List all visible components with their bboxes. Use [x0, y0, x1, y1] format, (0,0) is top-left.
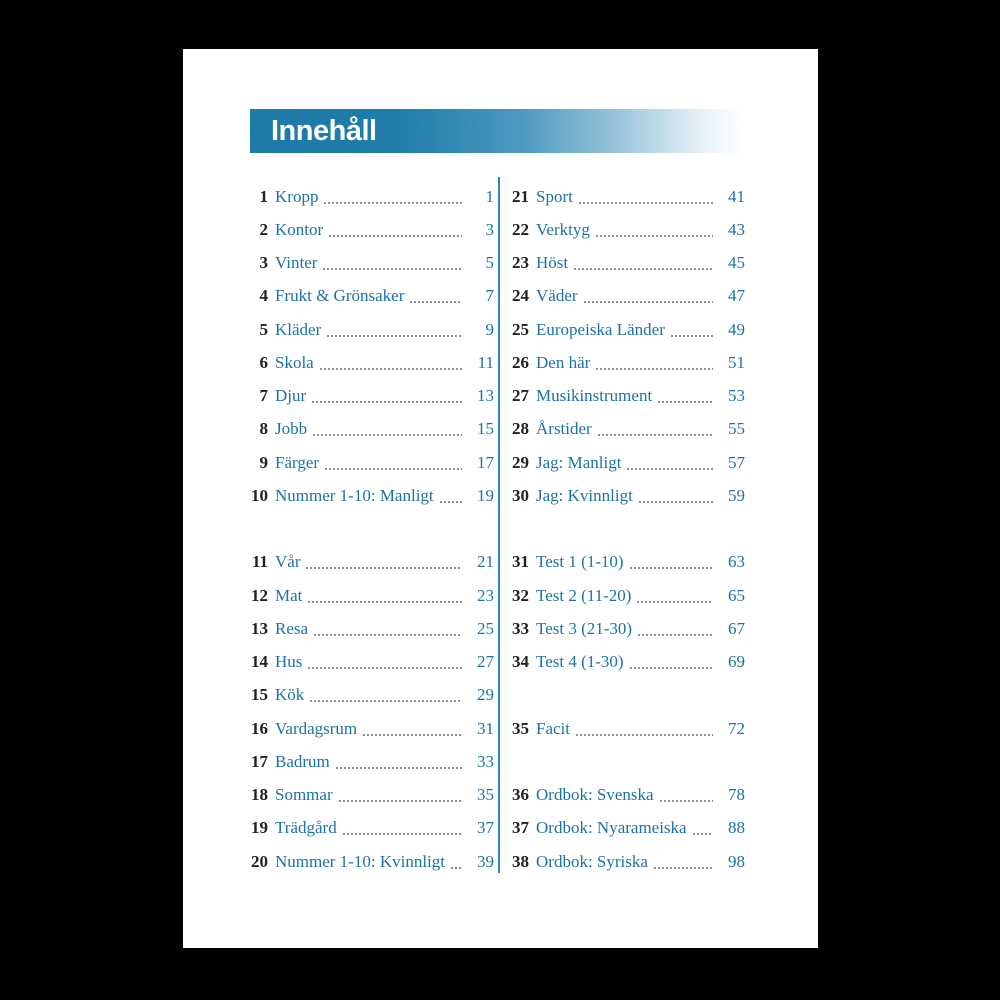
- leader-dots: [639, 501, 713, 503]
- page-number: 41: [728, 186, 745, 206]
- leader-dots: [323, 268, 462, 270]
- page-number: 43: [728, 219, 745, 239]
- toc-entry: [505, 546, 745, 579]
- leader-dots: [306, 567, 462, 569]
- page-number: 47: [728, 286, 745, 306]
- chapter-title: Ordbok: Svenska: [536, 785, 654, 805]
- chapter-title: Höst: [536, 253, 569, 273]
- toc-entry: [505, 413, 745, 446]
- section-header-bar: [250, 109, 745, 153]
- toc-entry: [505, 280, 745, 313]
- chapter-number: 6: [259, 352, 268, 372]
- chapter-number: 1: [259, 186, 268, 206]
- leader-dots: [671, 335, 713, 337]
- toc-entry: [505, 845, 745, 878]
- leader-dots: [363, 734, 462, 736]
- toc-spacer: [505, 745, 745, 778]
- chapter-title: Badrum: [275, 751, 330, 771]
- chapter-number: 30: [512, 485, 529, 505]
- chapter-title: Kläder: [275, 319, 322, 339]
- chapter-number: 31: [512, 552, 529, 572]
- chapter-title: Jag: Manligt: [536, 452, 622, 472]
- chapter-title: Den här: [536, 352, 591, 372]
- toc-entry: [242, 413, 494, 446]
- page-number: 49: [728, 319, 745, 339]
- chapter-title: Väder: [536, 286, 578, 306]
- chapter-title: Mat: [275, 585, 303, 605]
- leader-dots: [638, 634, 713, 636]
- toc-entry: [242, 712, 494, 745]
- chapter-number: 11: [251, 552, 268, 572]
- leader-dots: [343, 833, 462, 835]
- chapter-number: 29: [512, 452, 529, 472]
- toc-entry: [242, 612, 494, 645]
- chapter-title: Frukt & Grönsaker: [275, 286, 405, 306]
- chapter-title: Test 1 (1-10): [536, 552, 624, 572]
- leader-dots: [410, 301, 462, 303]
- chapter-number: 2: [259, 219, 268, 239]
- page-number: 3: [485, 219, 494, 239]
- chapter-number: 35: [512, 718, 529, 738]
- leader-dots: [660, 800, 713, 802]
- toc-entry: [505, 646, 745, 679]
- chapter-number: 26: [512, 352, 529, 372]
- page-number: 29: [477, 685, 494, 705]
- toc-entry: [242, 247, 494, 280]
- chapter-title: Jag: Kvinnligt: [536, 485, 633, 505]
- toc-entry: [242, 213, 494, 246]
- chapter-title: Test 3 (21-30): [536, 618, 633, 638]
- chapter-title: Verktyg: [536, 219, 590, 239]
- chapter-title: Test 4 (1-30): [536, 652, 624, 672]
- chapter-number: 4: [259, 286, 268, 306]
- leader-dots: [598, 434, 713, 436]
- chapter-title: Skola: [275, 352, 314, 372]
- toc-entry: [505, 779, 745, 812]
- leader-dots: [574, 268, 713, 270]
- page-number: 15: [477, 419, 494, 439]
- chapter-number: 19: [251, 818, 268, 838]
- chapter-title: Vinter: [275, 253, 318, 273]
- chapter-number: 13: [251, 618, 268, 638]
- leader-dots: [324, 202, 462, 204]
- chapter-number: 18: [251, 785, 268, 805]
- chapter-title: Europeiska Länder: [536, 319, 665, 339]
- toc-entry: [505, 579, 745, 612]
- leader-dots: [312, 401, 462, 403]
- chapter-number: 16: [251, 718, 268, 738]
- chapter-title: Ordbok: Nyarameiska: [536, 818, 687, 838]
- chapter-number: 37: [512, 818, 529, 838]
- leader-dots: [308, 601, 462, 603]
- page-number: 72: [728, 718, 745, 738]
- chapter-title: Hus: [275, 652, 303, 672]
- chapter-title: Färger: [275, 452, 320, 472]
- chapter-number: 27: [512, 386, 529, 406]
- chapter-number: 12: [251, 585, 268, 605]
- page-number: 5: [485, 253, 494, 273]
- toc-entry: [242, 280, 494, 313]
- leader-dots: [329, 235, 462, 237]
- leader-dots: [596, 235, 713, 237]
- toc-entry: [505, 346, 745, 379]
- toc-entry: [242, 479, 494, 512]
- leader-dots: [627, 468, 713, 470]
- page-number: 9: [485, 319, 494, 339]
- page-number: 69: [728, 652, 745, 672]
- page-number: 65: [728, 585, 745, 605]
- toc-entry: [505, 812, 745, 845]
- toc-entry: [505, 380, 745, 413]
- leader-dots: [325, 468, 462, 470]
- page-number: 78: [728, 785, 745, 805]
- page-number: 37: [477, 818, 494, 838]
- chapter-number: 9: [259, 452, 268, 472]
- toc-spacer: [242, 513, 494, 546]
- leader-dots: [339, 800, 462, 802]
- chapter-title: Kontor: [275, 219, 324, 239]
- leader-dots: [451, 867, 462, 869]
- chapter-title: Sommar: [275, 785, 333, 805]
- chapter-number: 25: [512, 319, 529, 339]
- page-number: 88: [728, 818, 745, 838]
- toc-entry: [505, 446, 745, 479]
- chapter-number: 38: [512, 851, 529, 871]
- toc-entry: [242, 679, 494, 712]
- column-divider-line: [498, 177, 500, 873]
- chapter-number: 17: [251, 751, 268, 771]
- leader-dots: [596, 368, 713, 370]
- toc-entry: [505, 213, 745, 246]
- toc-entry: [242, 845, 494, 878]
- leader-dots: [336, 767, 462, 769]
- leader-dots: [654, 867, 713, 869]
- page-number: 67: [728, 618, 745, 638]
- chapter-title: Kropp: [275, 186, 319, 206]
- chapter-title: Årstider: [536, 419, 592, 439]
- page-number: 7: [485, 286, 494, 306]
- toc-entry: [505, 180, 745, 213]
- toc-entry: [242, 579, 494, 612]
- chapter-title: Ordbok: Syriska: [536, 851, 648, 871]
- chapter-number: 33: [512, 618, 529, 638]
- toc-entry: [242, 646, 494, 679]
- toc-entry: [242, 313, 494, 346]
- page-number: 25: [477, 618, 494, 638]
- chapter-number: 15: [251, 685, 268, 705]
- chapter-title: Nummer 1-10: Manligt: [275, 485, 434, 505]
- chapter-number: 14: [251, 652, 268, 672]
- leader-dots: [327, 335, 462, 337]
- leader-dots: [630, 667, 713, 669]
- toc-entry: [242, 180, 494, 213]
- page-number: 31: [477, 718, 494, 738]
- chapter-number: 7: [259, 386, 268, 406]
- chapter-number: 28: [512, 419, 529, 439]
- page-number: 59: [728, 485, 745, 505]
- chapter-title: Djur: [275, 386, 307, 406]
- page-number: 1: [485, 186, 494, 206]
- toc-entry: [505, 479, 745, 512]
- page-number: 98: [728, 851, 745, 871]
- leader-dots: [693, 833, 713, 835]
- toc-spacer: [505, 679, 745, 712]
- page-number: 39: [477, 851, 494, 871]
- leader-dots: [637, 601, 713, 603]
- toc-entry: [505, 247, 745, 280]
- toc-entry: [505, 612, 745, 645]
- leader-dots: [658, 401, 713, 403]
- toc-entry: [242, 446, 494, 479]
- chapter-title: Facit: [536, 718, 570, 738]
- page-number: 23: [477, 585, 494, 605]
- toc-entry: [505, 712, 745, 745]
- page-number: 19: [477, 485, 494, 505]
- leader-dots: [310, 700, 462, 702]
- toc-spacer: [505, 513, 745, 546]
- toc-entry: [242, 346, 494, 379]
- page-number: 13: [477, 386, 494, 406]
- toc-entry: [242, 812, 494, 845]
- chapter-title: Test 2 (11-20): [536, 585, 632, 605]
- leader-dots: [308, 667, 462, 669]
- page-number: 11: [477, 352, 494, 372]
- page-number: 35: [477, 785, 494, 805]
- chapter-number: 5: [259, 319, 268, 339]
- toc-entry: [242, 380, 494, 413]
- page-number: 51: [728, 352, 745, 372]
- page-number: 45: [728, 253, 745, 273]
- toc-column-right: [505, 180, 745, 878]
- page-number: 53: [728, 386, 745, 406]
- chapter-number: 34: [512, 652, 529, 672]
- chapter-title: Trädgård: [275, 818, 337, 838]
- toc-entry: [242, 779, 494, 812]
- chapter-title: Vardagsrum: [275, 718, 358, 738]
- chapter-title: Nummer 1-10: Kvinnligt: [275, 851, 445, 871]
- chapter-number: 21: [512, 186, 529, 206]
- leader-dots: [314, 634, 462, 636]
- chapter-title: Vår: [275, 552, 301, 572]
- chapter-number: 3: [259, 253, 268, 273]
- page-number: 27: [477, 652, 494, 672]
- page-number: 55: [728, 419, 745, 439]
- chapter-number: 10: [251, 485, 268, 505]
- toc-entry: [242, 546, 494, 579]
- page-number: 21: [477, 552, 494, 572]
- chapter-number: 20: [251, 851, 268, 871]
- chapter-title: Kök: [275, 685, 305, 705]
- page-number: 33: [477, 751, 494, 771]
- page-title: Innehåll: [271, 115, 377, 147]
- toc-column-left: [242, 180, 494, 878]
- chapter-title: Sport: [536, 186, 573, 206]
- chapter-number: 24: [512, 286, 529, 306]
- toc-entry: [242, 745, 494, 778]
- leader-dots: [440, 501, 462, 503]
- page-number: 57: [728, 452, 745, 472]
- toc-entry: [505, 313, 745, 346]
- leader-dots: [579, 202, 713, 204]
- chapter-title: Resa: [275, 618, 309, 638]
- leader-dots: [630, 567, 713, 569]
- page-number: 63: [728, 552, 745, 572]
- chapter-number: 36: [512, 785, 529, 805]
- chapter-title: Musikinstrument: [536, 386, 653, 406]
- leader-dots: [576, 734, 713, 736]
- chapter-number: 23: [512, 253, 529, 273]
- leader-dots: [320, 368, 462, 370]
- chapter-title: Jobb: [275, 419, 308, 439]
- chapter-number: 32: [512, 585, 529, 605]
- page-number: 17: [477, 452, 494, 472]
- chapter-number: 8: [259, 419, 268, 439]
- chapter-number: 22: [512, 219, 529, 239]
- leader-dots: [584, 301, 713, 303]
- leader-dots: [313, 434, 462, 436]
- book-page: [183, 49, 818, 948]
